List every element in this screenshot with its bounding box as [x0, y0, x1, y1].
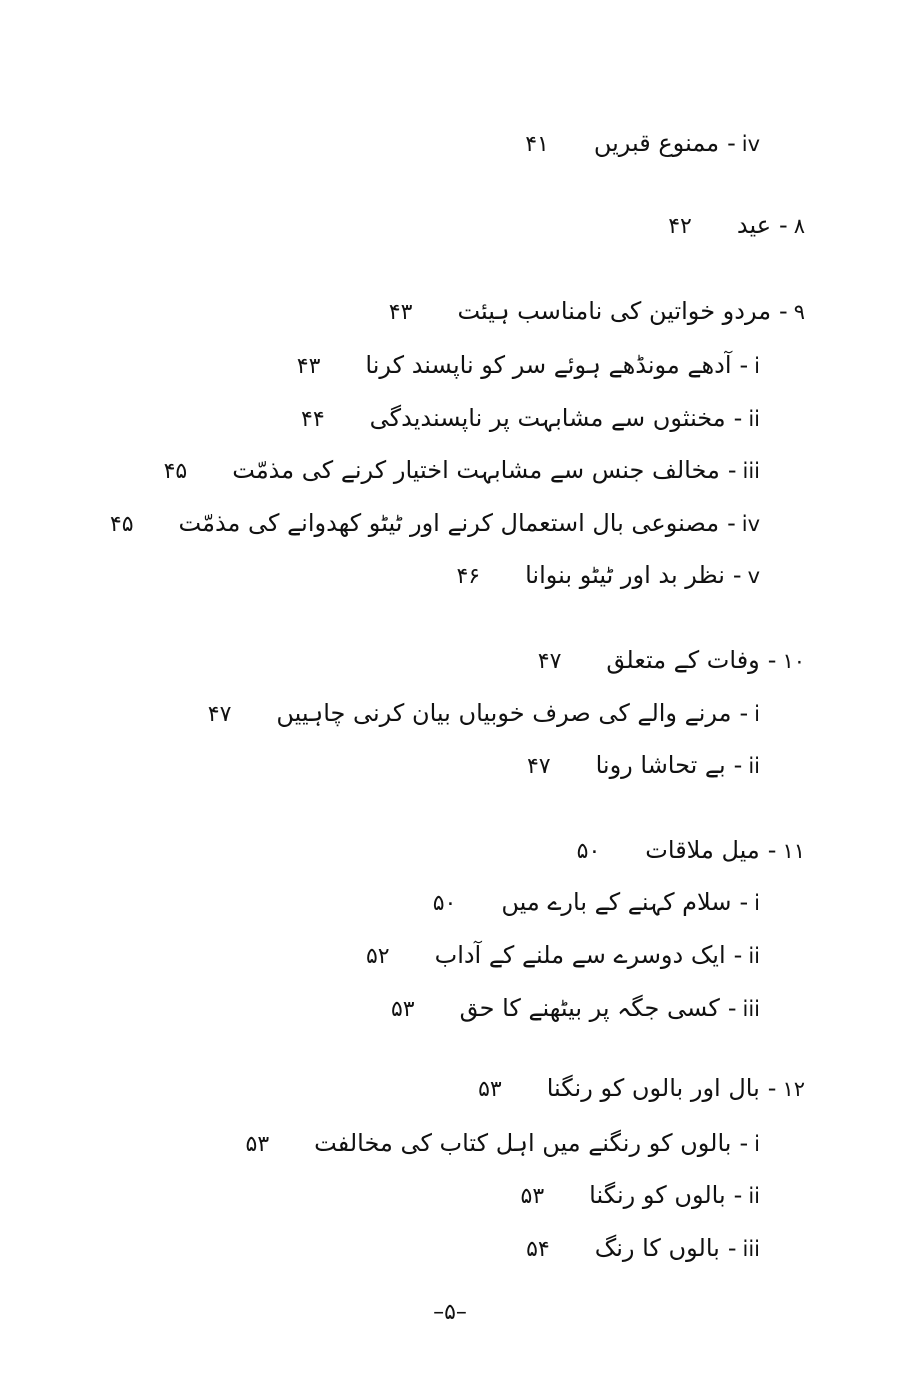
entry-title: میل ملاقات: [645, 836, 760, 864]
entry-number: iv: [741, 132, 760, 156]
entry-title: کسی جگہ پر بیٹھنے کا حق: [459, 994, 720, 1022]
entry-dash: -: [732, 561, 742, 589]
entry-page-number: ۵۳: [520, 1184, 545, 1209]
entry-title: ممنوع قبریں: [593, 129, 720, 157]
entry-title: مصنوعی بال استعمال کرنے اور ٹیٹو کھدوانے کی مذمّت: [178, 509, 720, 537]
entry-number: iii: [742, 997, 760, 1021]
entry-page-number: ۴۵: [109, 512, 134, 537]
entry-title: بے تحاشا رونا: [595, 751, 726, 779]
toc-entry: [527, 750, 760, 782]
entry-number: iii: [742, 459, 760, 483]
entry-dash: -: [767, 646, 777, 674]
entry-page-number: ۴۷: [207, 702, 232, 727]
entry-title: مرنے والے کی صرف خوبیاں بیان کرنی چاہییں: [276, 699, 732, 727]
entry-dash: -: [779, 211, 788, 239]
toc-entry: [456, 560, 760, 592]
toc-entry: [433, 887, 760, 919]
toc-entry: [366, 940, 760, 972]
toc-entry: [521, 1180, 760, 1212]
entry-page-number: ۵۰: [576, 839, 601, 864]
entry-dash: -: [727, 129, 736, 157]
entry-title: عید: [736, 211, 772, 239]
entry-dash: -: [739, 699, 749, 727]
entry-page-number: ۴۴: [301, 407, 325, 432]
entry-title: بال اور بالوں کو رنگنا: [546, 1074, 760, 1102]
entry-title: بالوں کا رنگ: [594, 1234, 720, 1262]
entry-page-number: ۴۳: [296, 354, 321, 379]
toc-entry: [526, 1233, 760, 1265]
entry-page-number: ۴۱: [525, 132, 549, 157]
entry-page-number: ۵۳: [245, 1132, 270, 1157]
entry-dash: -: [727, 994, 737, 1022]
entry-number: ۱۰: [782, 649, 805, 673]
page-number: –۵–: [433, 1300, 467, 1325]
entry-number: ۱۱: [782, 839, 805, 863]
entry-number: iii: [742, 1237, 760, 1261]
entry-title: مخالف جنس سے مشابہت اختیار کرنے کی مذمّت: [232, 456, 720, 484]
entry-page-number: ۴۷: [537, 649, 562, 674]
entry-title: نظر بد اور ٹیٹو بنوانا: [525, 561, 725, 589]
entry-title: سلام کہنے کے بارے میں: [501, 888, 732, 916]
entry-title: آدھے مونڈھے ہوئے سر کو ناپسند کرنا: [365, 351, 732, 379]
entry-page-number: ۵۴: [526, 1237, 550, 1262]
entry-dash: -: [733, 1181, 743, 1209]
entry-dash: -: [727, 1234, 737, 1262]
toc-entry: [389, 296, 805, 328]
entry-number: ii: [748, 1184, 760, 1208]
entry-page-number: ۴۳: [388, 300, 413, 325]
entry-page-number: ۵۰: [432, 891, 457, 916]
toc-entry: [577, 835, 805, 867]
entry-dash: -: [727, 456, 737, 484]
toc-entry: [391, 993, 760, 1025]
entry-page-number: ۵۳: [478, 1077, 502, 1102]
entry-title: وفات کے متعلق: [606, 646, 760, 674]
toc-entry: [110, 508, 760, 540]
entry-page-number: ۴۵: [163, 459, 188, 484]
entry-dash: -: [779, 297, 788, 325]
toc-entry: [246, 1128, 761, 1160]
toc-entry: [164, 455, 760, 487]
entry-number: ۹: [793, 300, 805, 324]
toc-entry: [525, 128, 760, 160]
entry-title: ایک دوسرے سے ملنے کے آداب: [434, 941, 726, 969]
entry-dash: -: [727, 509, 736, 537]
entry-dash: -: [767, 836, 777, 864]
entry-page-number: ۴۷: [526, 754, 551, 779]
entry-dash: -: [767, 1074, 777, 1102]
toc-entry: [297, 350, 760, 382]
entry-number: i: [754, 1132, 760, 1156]
toc-entry: [208, 698, 760, 730]
entry-page-number: ۴۲: [668, 214, 692, 239]
entry-page-number: ۴۶: [456, 564, 481, 589]
entry-title: مردو خواتین کی نامناسب ہیئت: [457, 297, 772, 325]
toc-entry: [478, 1073, 805, 1105]
entry-page-number: ۵۳: [390, 997, 415, 1022]
entry-number: ii: [748, 407, 760, 431]
entry-dash: -: [733, 751, 743, 779]
entry-page-number: ۵۲: [365, 944, 390, 969]
entry-number: v: [747, 564, 760, 588]
entry-title: بالوں کو رنگنے میں اہل کتاب کی مخالفت: [314, 1129, 732, 1157]
entry-number: ۸: [793, 214, 805, 238]
entry-number: iv: [741, 512, 760, 536]
toc-entry: [538, 645, 805, 677]
entry-number: ii: [748, 754, 760, 778]
entry-number: i: [754, 891, 760, 915]
entry-dash: -: [733, 941, 743, 969]
entry-number: i: [754, 354, 760, 378]
entry-dash: -: [739, 1129, 749, 1157]
toc-entry: [668, 210, 805, 242]
entry-dash: -: [733, 404, 743, 432]
toc-entry: [301, 403, 760, 435]
entry-dash: -: [739, 351, 749, 379]
entry-number: ۱۲: [782, 1077, 805, 1101]
entry-number: i: [754, 702, 760, 726]
entry-dash: -: [739, 888, 749, 916]
entry-title: بالوں کو رنگنا: [589, 1181, 726, 1209]
entry-number: ii: [748, 944, 760, 968]
entry-title: مخنثوں سے مشابہت پر ناپسندیدگی: [369, 404, 726, 432]
